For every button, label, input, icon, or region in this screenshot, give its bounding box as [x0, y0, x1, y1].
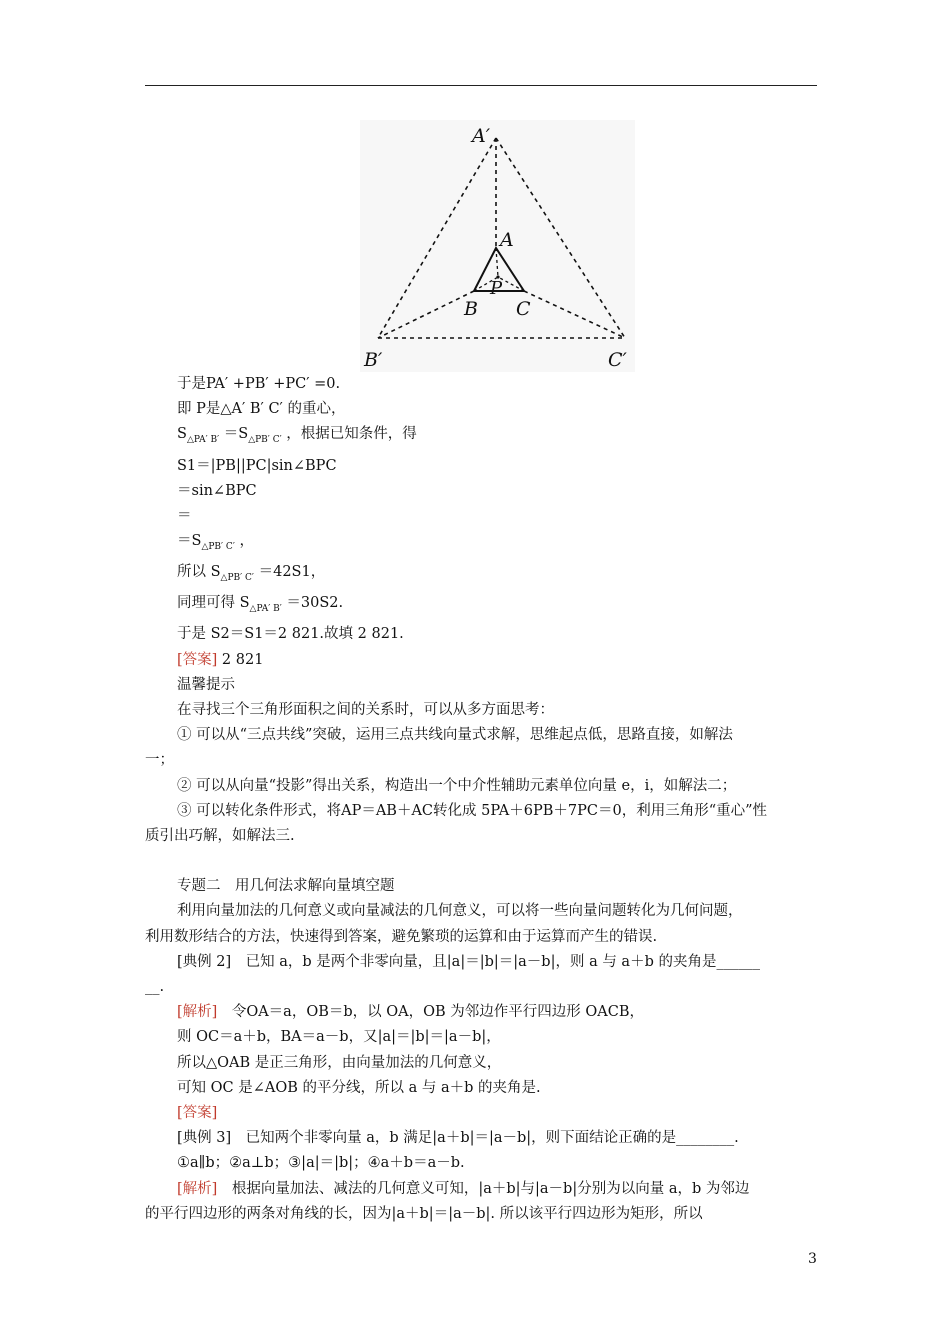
text-line: 于是 S2＝S1＝2 821.故填 2 821. — [177, 626, 404, 643]
text-span: S — [177, 426, 187, 443]
text-line: 即 P是△A′ B′ C′ 的重心， — [177, 401, 346, 418]
triangle-diagram — [360, 120, 635, 372]
text-line: 利用数形结合的方法，快速得到答案，避免繁琐的运算和由于运算而产生的错误. — [145, 928, 658, 945]
subscript: △PB′ C′ — [201, 542, 235, 552]
example-2-question: [典例 2] 已知 a，b 是两个非零向量，且|a|＝|b|＝|a－b|，则 a 与 a＋b 的夹角是______ — [177, 953, 760, 970]
text-span: 所以 S — [177, 564, 221, 581]
text-line: ＝sin∠BPC — [177, 482, 257, 499]
section-heading: 专题二 用几何法求解向量填空题 — [177, 878, 395, 895]
tip-heading: 温馨提示 — [177, 676, 235, 693]
analysis-tag: [解析] — [177, 1004, 218, 1021]
spacer — [145, 849, 820, 874]
page-number: 3 — [808, 1251, 817, 1267]
subscript: △PA′ B′ — [186, 435, 220, 446]
label-p: P — [490, 278, 503, 299]
text-line — [145, 422, 820, 453]
text-span: ＝S — [219, 426, 249, 443]
answer-line — [145, 648, 820, 673]
text-line: ① 可以从“三点共线”突破，运用三点共线向量式求解，思维起点低，思路直接，如解法 — [177, 727, 733, 744]
text-line: __. — [145, 979, 165, 996]
answer-line — [145, 1101, 820, 1126]
document-body — [145, 372, 820, 1227]
text-line — [145, 560, 820, 591]
label-b: B — [464, 298, 478, 320]
analysis-line — [145, 1000, 820, 1025]
text-line: ＝ — [177, 507, 192, 524]
text-span: ＝S — [177, 533, 202, 550]
text-line: 则 OC＝a＋b，BA＝a－b，又|a|＝|b|＝|a－b|， — [177, 1029, 501, 1046]
text-span: ＝42S1， — [253, 564, 326, 581]
answer-tag: [答案] — [177, 651, 218, 668]
analysis-text: 根据向量加法、减法的几何意义可知，|a＋b|与|a－b|分别为以向量 a，b 为邻边 — [217, 1180, 750, 1197]
subscript: △PB′ C′ — [248, 435, 282, 446]
text-line: 质引出巧解，如解法三. — [145, 828, 295, 845]
text-line: 所以△OAB 是正三角形，由向量加法的几何意义， — [177, 1054, 502, 1071]
analysis-line — [145, 1177, 820, 1202]
label-b-prime: B′ — [364, 349, 383, 371]
answer-tag: [答案] — [177, 1105, 218, 1122]
triangle-figure — [360, 120, 635, 372]
example-3-question: [典例 3] 已知两个非零向量 a，b 满足|a＋b|＝|a－b|，则下面结论正确的是________. — [177, 1130, 739, 1147]
text-line: 在寻找三个三角形面积之间的关系时，可以从多方面思考： — [177, 702, 554, 718]
text-span: ＝30S2. — [281, 595, 344, 612]
text-span: ， — [234, 533, 254, 550]
text-line: ② 可以从向量“投影”得出关系，构造出一个中介性辅助元素单位向量 e，i，如解法二； — [177, 777, 737, 794]
text-line: 利用向量加法的几何意义或向量减法的几何意义，可以将一些向量问题转化为几何问题， — [177, 903, 743, 920]
text-line: 一； — [145, 752, 174, 769]
text-line — [145, 529, 820, 560]
label-a: A — [500, 229, 514, 251]
subscript: △PA′ B′ — [249, 604, 282, 615]
label-c-prime: C′ — [608, 349, 627, 371]
figure-background — [360, 120, 635, 372]
subscript: △PB′ C′ — [220, 573, 254, 584]
label-c: C — [516, 298, 531, 320]
text-line: 的平行四边形的两条对角线的长，因为|a＋b|＝|a－b|. 所以该平行四边形为矩形，所以 — [145, 1205, 703, 1222]
text-span: 同理可得 S — [177, 595, 250, 612]
text-span: ，根据已知条件，得 — [281, 426, 417, 443]
label-a-prime: A′ — [472, 125, 491, 147]
text-line: 可知 OC 是∠AOB 的平分线，所以 a 与 a＋b 的夹角是. — [177, 1079, 541, 1096]
text-line — [145, 591, 820, 622]
analysis-text: 令OA＝a，OB＝b，以 OA，OB 为邻边作平行四边形 OACB， — [217, 1004, 644, 1021]
analysis-tag: [解析] — [177, 1180, 218, 1197]
text-line: S1＝|PB||PC|sin∠BPC — [177, 457, 337, 474]
answer-value: 2 821 — [217, 651, 264, 668]
text-line: ③ 可以转化条件形式，将AP＝AB＋AC转化成 5PA＋6PB＋7PC＝0，利用三角形“重心”性 — [177, 802, 768, 819]
text-line: ①a∥b；②a⊥b；③|a|＝|b|；④a＋b＝a－b. — [177, 1155, 465, 1172]
header-rule — [145, 85, 817, 86]
text-line: 于是PA′ +PB′ +PC′ =0. — [177, 376, 341, 392]
